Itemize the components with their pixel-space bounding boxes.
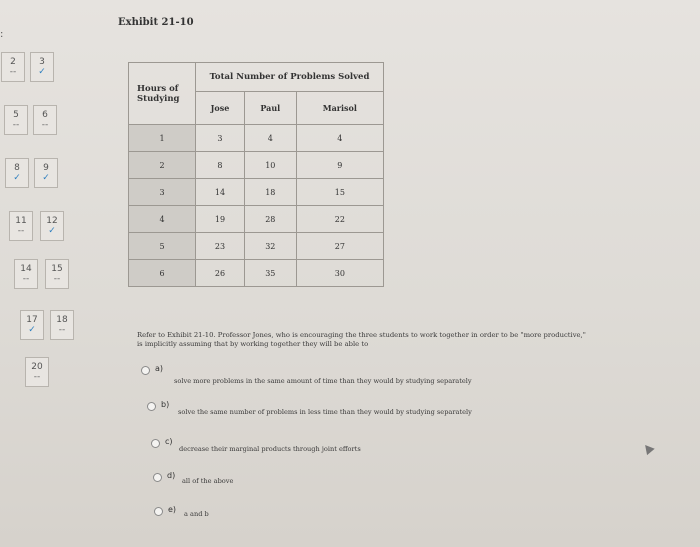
nav-number: 5	[13, 110, 19, 120]
nav-status: --	[41, 120, 49, 130]
hours-header: Hours of Studying	[129, 63, 196, 125]
nav-number: 2	[10, 57, 16, 67]
nav-number: 11	[15, 216, 27, 226]
question-text: Refer to Exhibit 21-10. Professor Jones, who is encouraging the three students to work together in order to be "more productive," is implicitly assuming that by working together they will be able to	[137, 331, 586, 348]
nav-number: 20	[31, 362, 43, 372]
hours-cell: 5	[129, 233, 196, 260]
option-letter: d)	[167, 471, 176, 480]
jose-cell: 8	[196, 152, 245, 179]
jose-cell: 26	[196, 260, 245, 287]
checkmark-icon: ✓	[28, 325, 36, 335]
nav-number: 14	[20, 264, 32, 274]
paul-cell: 10	[244, 152, 296, 179]
nav-question-17[interactable]	[20, 310, 44, 340]
radio-button[interactable]	[153, 473, 162, 482]
paul-cell: 32	[244, 233, 296, 260]
option-text: all of the above	[182, 477, 234, 485]
nav-question-8[interactable]	[5, 158, 29, 188]
exhibit-table	[128, 62, 384, 287]
checkmark-icon: ✓	[38, 67, 46, 77]
marisol-cell: 9	[296, 152, 383, 179]
table-row	[129, 125, 384, 152]
nav-number: 6	[42, 110, 48, 120]
paul-cell: 28	[244, 206, 296, 233]
checkmark-icon: ✓	[48, 226, 56, 236]
paul-cell: 35	[244, 260, 296, 287]
marisol-cell: 30	[296, 260, 383, 287]
nav-number: 15	[51, 264, 63, 274]
nav-status: --	[53, 274, 61, 284]
jose-cell: 23	[196, 233, 245, 260]
nav-number: 8	[14, 163, 20, 173]
jose-cell: 19	[196, 206, 245, 233]
checkmark-icon: ✓	[13, 173, 21, 183]
paul-cell: 18	[244, 179, 296, 206]
nav-number: 9	[43, 163, 49, 173]
nav-question-5[interactable]	[4, 105, 28, 135]
student-header: Paul	[244, 92, 296, 125]
exhibit-title: Exhibit 21-10	[118, 17, 194, 28]
nav-number: 18	[56, 315, 68, 325]
nav-number: 3	[39, 57, 45, 67]
table-row	[129, 233, 384, 260]
nav-status: --	[33, 372, 41, 382]
jose-cell: 14	[196, 179, 245, 206]
nav-question-12[interactable]	[40, 211, 64, 241]
radio-button[interactable]	[154, 507, 163, 516]
nav-question-14[interactable]	[14, 259, 38, 289]
option-text: a and b	[184, 510, 209, 518]
student-header: Marisol	[296, 92, 383, 125]
option-text: solve more problems in the same amount of time than they would by studying separately	[174, 377, 472, 385]
option-letter: e)	[168, 505, 177, 514]
option-text: decrease their marginal products through joint efforts	[179, 445, 361, 453]
hours-cell: 6	[129, 260, 196, 287]
marisol-cell: 27	[296, 233, 383, 260]
radio-button[interactable]	[151, 439, 160, 448]
nav-question-2[interactable]	[1, 52, 25, 82]
nav-status: --	[22, 274, 30, 284]
marisol-cell: 15	[296, 179, 383, 206]
marisol-cell: 4	[296, 125, 383, 152]
nav-question-15[interactable]	[45, 259, 69, 289]
colon-glyph: :	[0, 29, 4, 40]
table-row	[129, 206, 384, 233]
nav-status: --	[9, 67, 17, 77]
problems-header: Total Number of Problems Solved	[196, 63, 384, 92]
nav-number: 17	[26, 315, 38, 325]
mouse-cursor-icon	[641, 442, 654, 455]
nav-question-9[interactable]	[34, 158, 58, 188]
table-row	[129, 260, 384, 287]
nav-status: --	[12, 120, 20, 130]
hours-cell: 3	[129, 179, 196, 206]
option-letter: a)	[155, 364, 164, 373]
nav-number: 12	[46, 216, 58, 226]
nav-question-20[interactable]	[25, 357, 49, 387]
checkmark-icon: ✓	[42, 173, 50, 183]
option-letter: b)	[161, 400, 170, 409]
option-letter: c)	[165, 437, 173, 446]
nav-question-6[interactable]	[33, 105, 57, 135]
radio-button[interactable]	[147, 402, 156, 411]
jose-cell: 3	[196, 125, 245, 152]
student-header: Jose	[196, 92, 245, 125]
hours-cell: 1	[129, 125, 196, 152]
hours-cell: 2	[129, 152, 196, 179]
nav-status: --	[17, 226, 25, 236]
hours-cell: 4	[129, 206, 196, 233]
radio-button[interactable]	[141, 366, 150, 375]
paul-cell: 4	[244, 125, 296, 152]
nav-question-18[interactable]	[50, 310, 74, 340]
marisol-cell: 22	[296, 206, 383, 233]
nav-question-11[interactable]	[9, 211, 33, 241]
option-text: solve the same number of problems in less time than they would by studying separately	[178, 408, 472, 416]
nav-status: --	[58, 325, 66, 335]
table-row	[129, 152, 384, 179]
nav-question-3[interactable]	[30, 52, 54, 82]
table-row	[129, 179, 384, 206]
